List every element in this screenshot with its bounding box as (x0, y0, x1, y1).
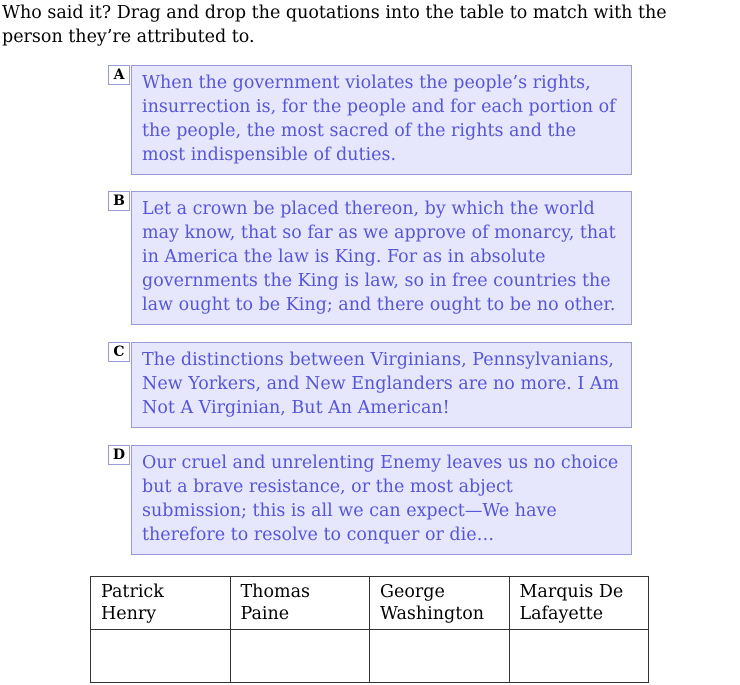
drop-zone-marquis-de-lafayette[interactable] (509, 630, 649, 683)
quote-text-b[interactable]: Let a crown be placed thereon, by which the world may know, that so far as we approve of monarcy, that in America the law is King. For as in absolute governments the King is law, so in free countries the law ought to be King; and there ought to be no other. (131, 191, 632, 325)
instructions: Who said it? Drag and drop the quotations into the table to match with the person they’re attributed to. (2, 3, 667, 47)
table-header-row (91, 577, 649, 630)
header-george-washington: George Washington (370, 577, 510, 630)
quote-text-a[interactable]: When the government violates the people’s rights, insurrection is, for the people and for each portion of the people, the most sacred of the rights and the most indispensible of duties. (131, 65, 632, 175)
quote-text-d[interactable]: Our cruel and unrelenting Enemy leaves us no choice but a brave resistance, or the most abject submission; this is all we can expect—We have therefore to resolve to conquer or die… (131, 445, 632, 555)
drop-zone-thomas-paine[interactable] (230, 630, 370, 683)
quote-tag-b: B (108, 191, 130, 211)
header-patrick-henry: Patrick Henry (91, 577, 231, 630)
drop-zone-patrick-henry[interactable] (91, 630, 231, 683)
header-thomas-paine: Thomas Paine (230, 577, 370, 630)
quote-tag-c: C (108, 342, 130, 362)
drop-zone-george-washington[interactable] (370, 630, 510, 683)
quote-tag-a: A (108, 65, 130, 85)
quote-tag-d: D (108, 445, 130, 465)
header-marquis-de-lafayette: Marquis De Lafayette (509, 577, 649, 630)
quote-text-c[interactable]: The distinctions between Virginians, Pennsylvanians, New Yorkers, and New Englanders are no more. I Am Not A Virginian, But An American! (131, 342, 632, 428)
match-table (90, 576, 649, 683)
drop-row (91, 630, 649, 683)
